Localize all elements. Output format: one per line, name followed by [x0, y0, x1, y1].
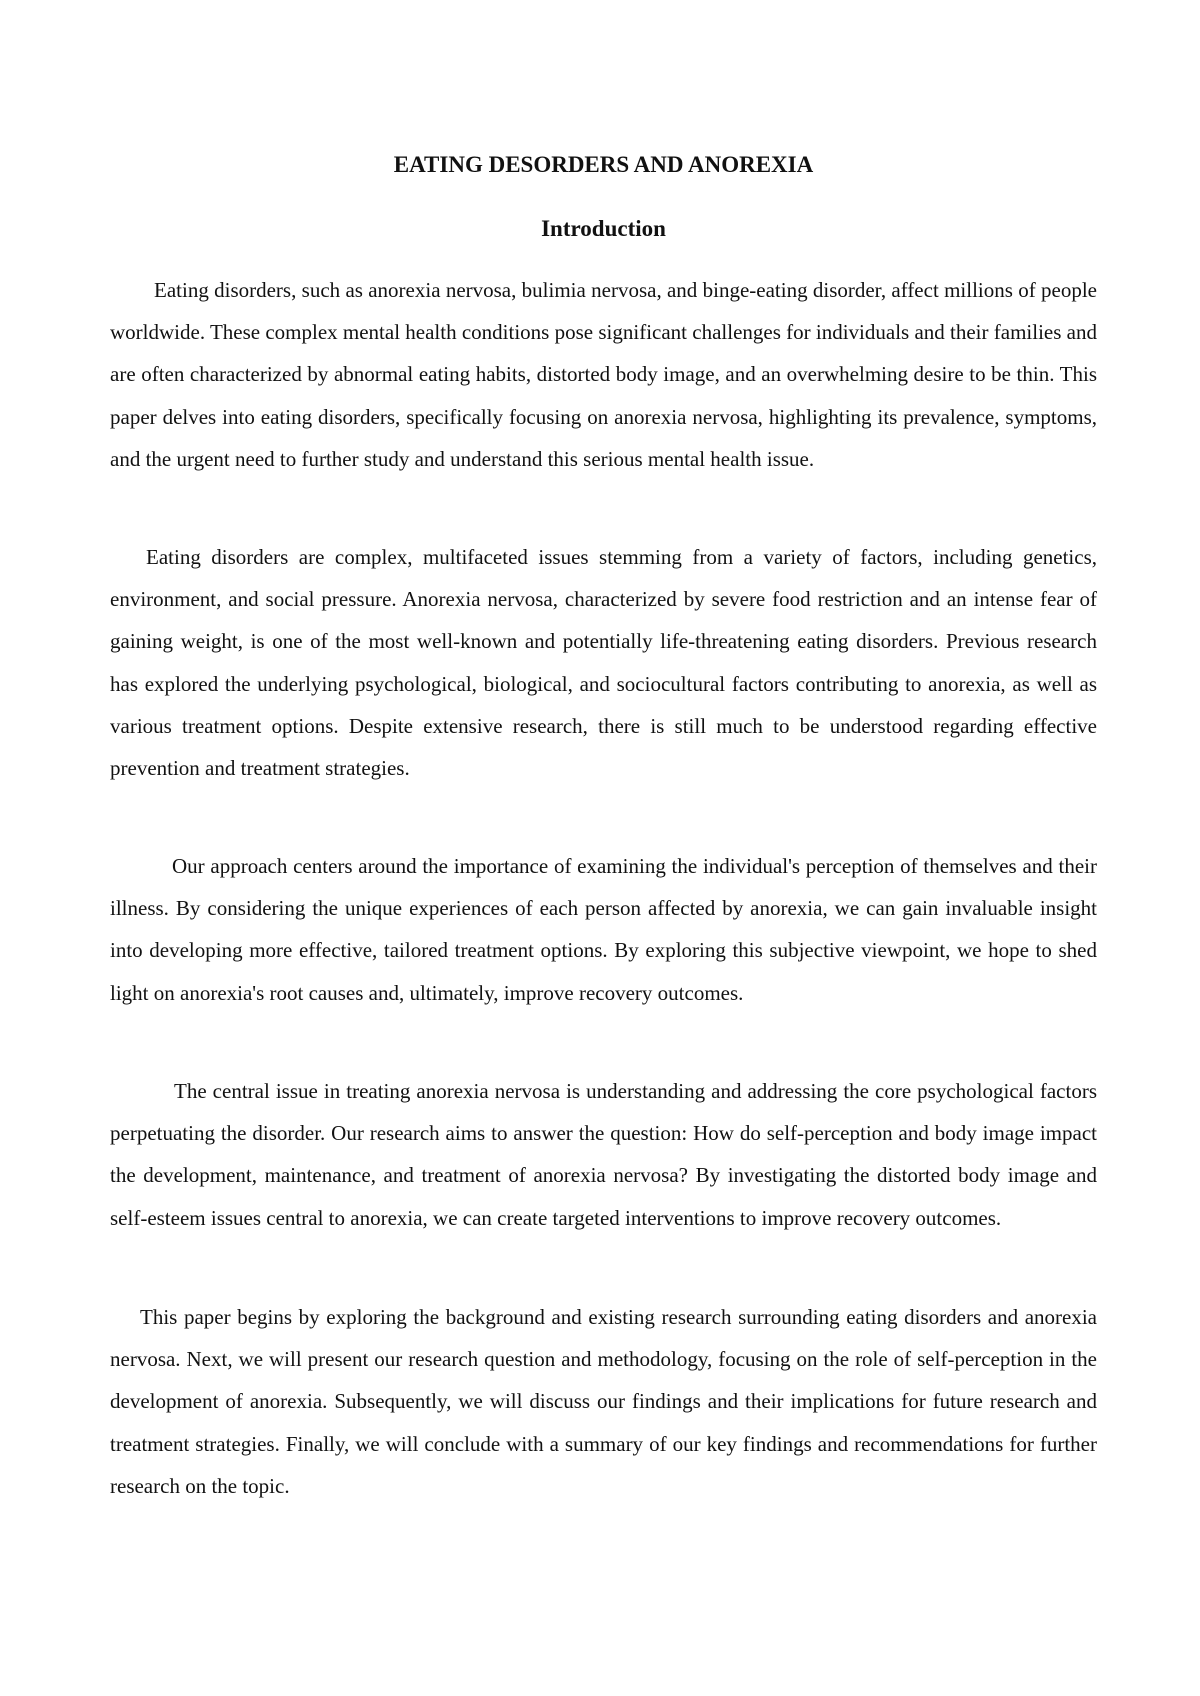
paragraph-1: Eating disorders, such as anorexia nervosa, bulimia nervosa, and binge-eating disorder, affect millions of people worldwide. These complex mental health conditions pose significant challenges for individuals and their families and are often characterized by abnormal eating habits, distorted body image, and an overwhelming desire to be thin. This paper delves into eating disorders, specifically focusing on anorexia nervosa, highlighting its prevalence, symptoms, and the urgent need to further study and understand this serious mental health issue. — [110, 278, 1097, 471]
paragraph-2: Eating disorders are complex, multifaceted issues stemming from a variety of factors, including genetics, environment, and social pressure. Anorexia nervosa, characterized by severe food restriction and an intense fear of gaining weight, is one of the most well-known and potentially life-threatening eating disorders. Previous research has explored the underlying psychological, biological, and sociocultural factors contributing to anorexia, as well as various treatment options. Despite extensive research, there is still much to be understood regarding effective prevention and treatment strategies. — [110, 545, 1097, 781]
paragraph-5: This paper begins by exploring the background and existing research surrounding eating disorders and anorexia nervosa. Next, we will present our research question and methodology, focusing on the role of self-perception in the development of anorexia. Subsequently, we will discuss our findings and their implications for future research and treatment strategies. Finally, we will conclude with a summary of our key findings and recommendations for further research on the topic. — [110, 1305, 1097, 1498]
document-title: EATING DESORDERS AND ANOREXIA — [393, 152, 814, 177]
paragraph-3: Our approach centers around the importance of examining the individual's perception of themselves and their illness. By considering the unique experiences of each person affected by anorexia, we can gain invaluable insight into developing more effective, tailored treatment options. By exploring this subjective viewpoint, we hope to shed light on anorexia's root causes and, ultimately, improve recovery outcomes. — [110, 854, 1097, 1005]
section-heading-introduction: Introduction — [541, 216, 666, 241]
paragraph-4: The central issue in treating anorexia nervosa is understanding and addressing the core psychological factors perpetuating the disorder. Our research aims to answer the question: How do self-perception and body image impact the development, maintenance, and treatment of anorexia nervosa? By investigating the distorted body image and self-esteem issues central to anorexia, we can create targeted interventions to improve recovery outcomes. — [110, 1079, 1097, 1230]
